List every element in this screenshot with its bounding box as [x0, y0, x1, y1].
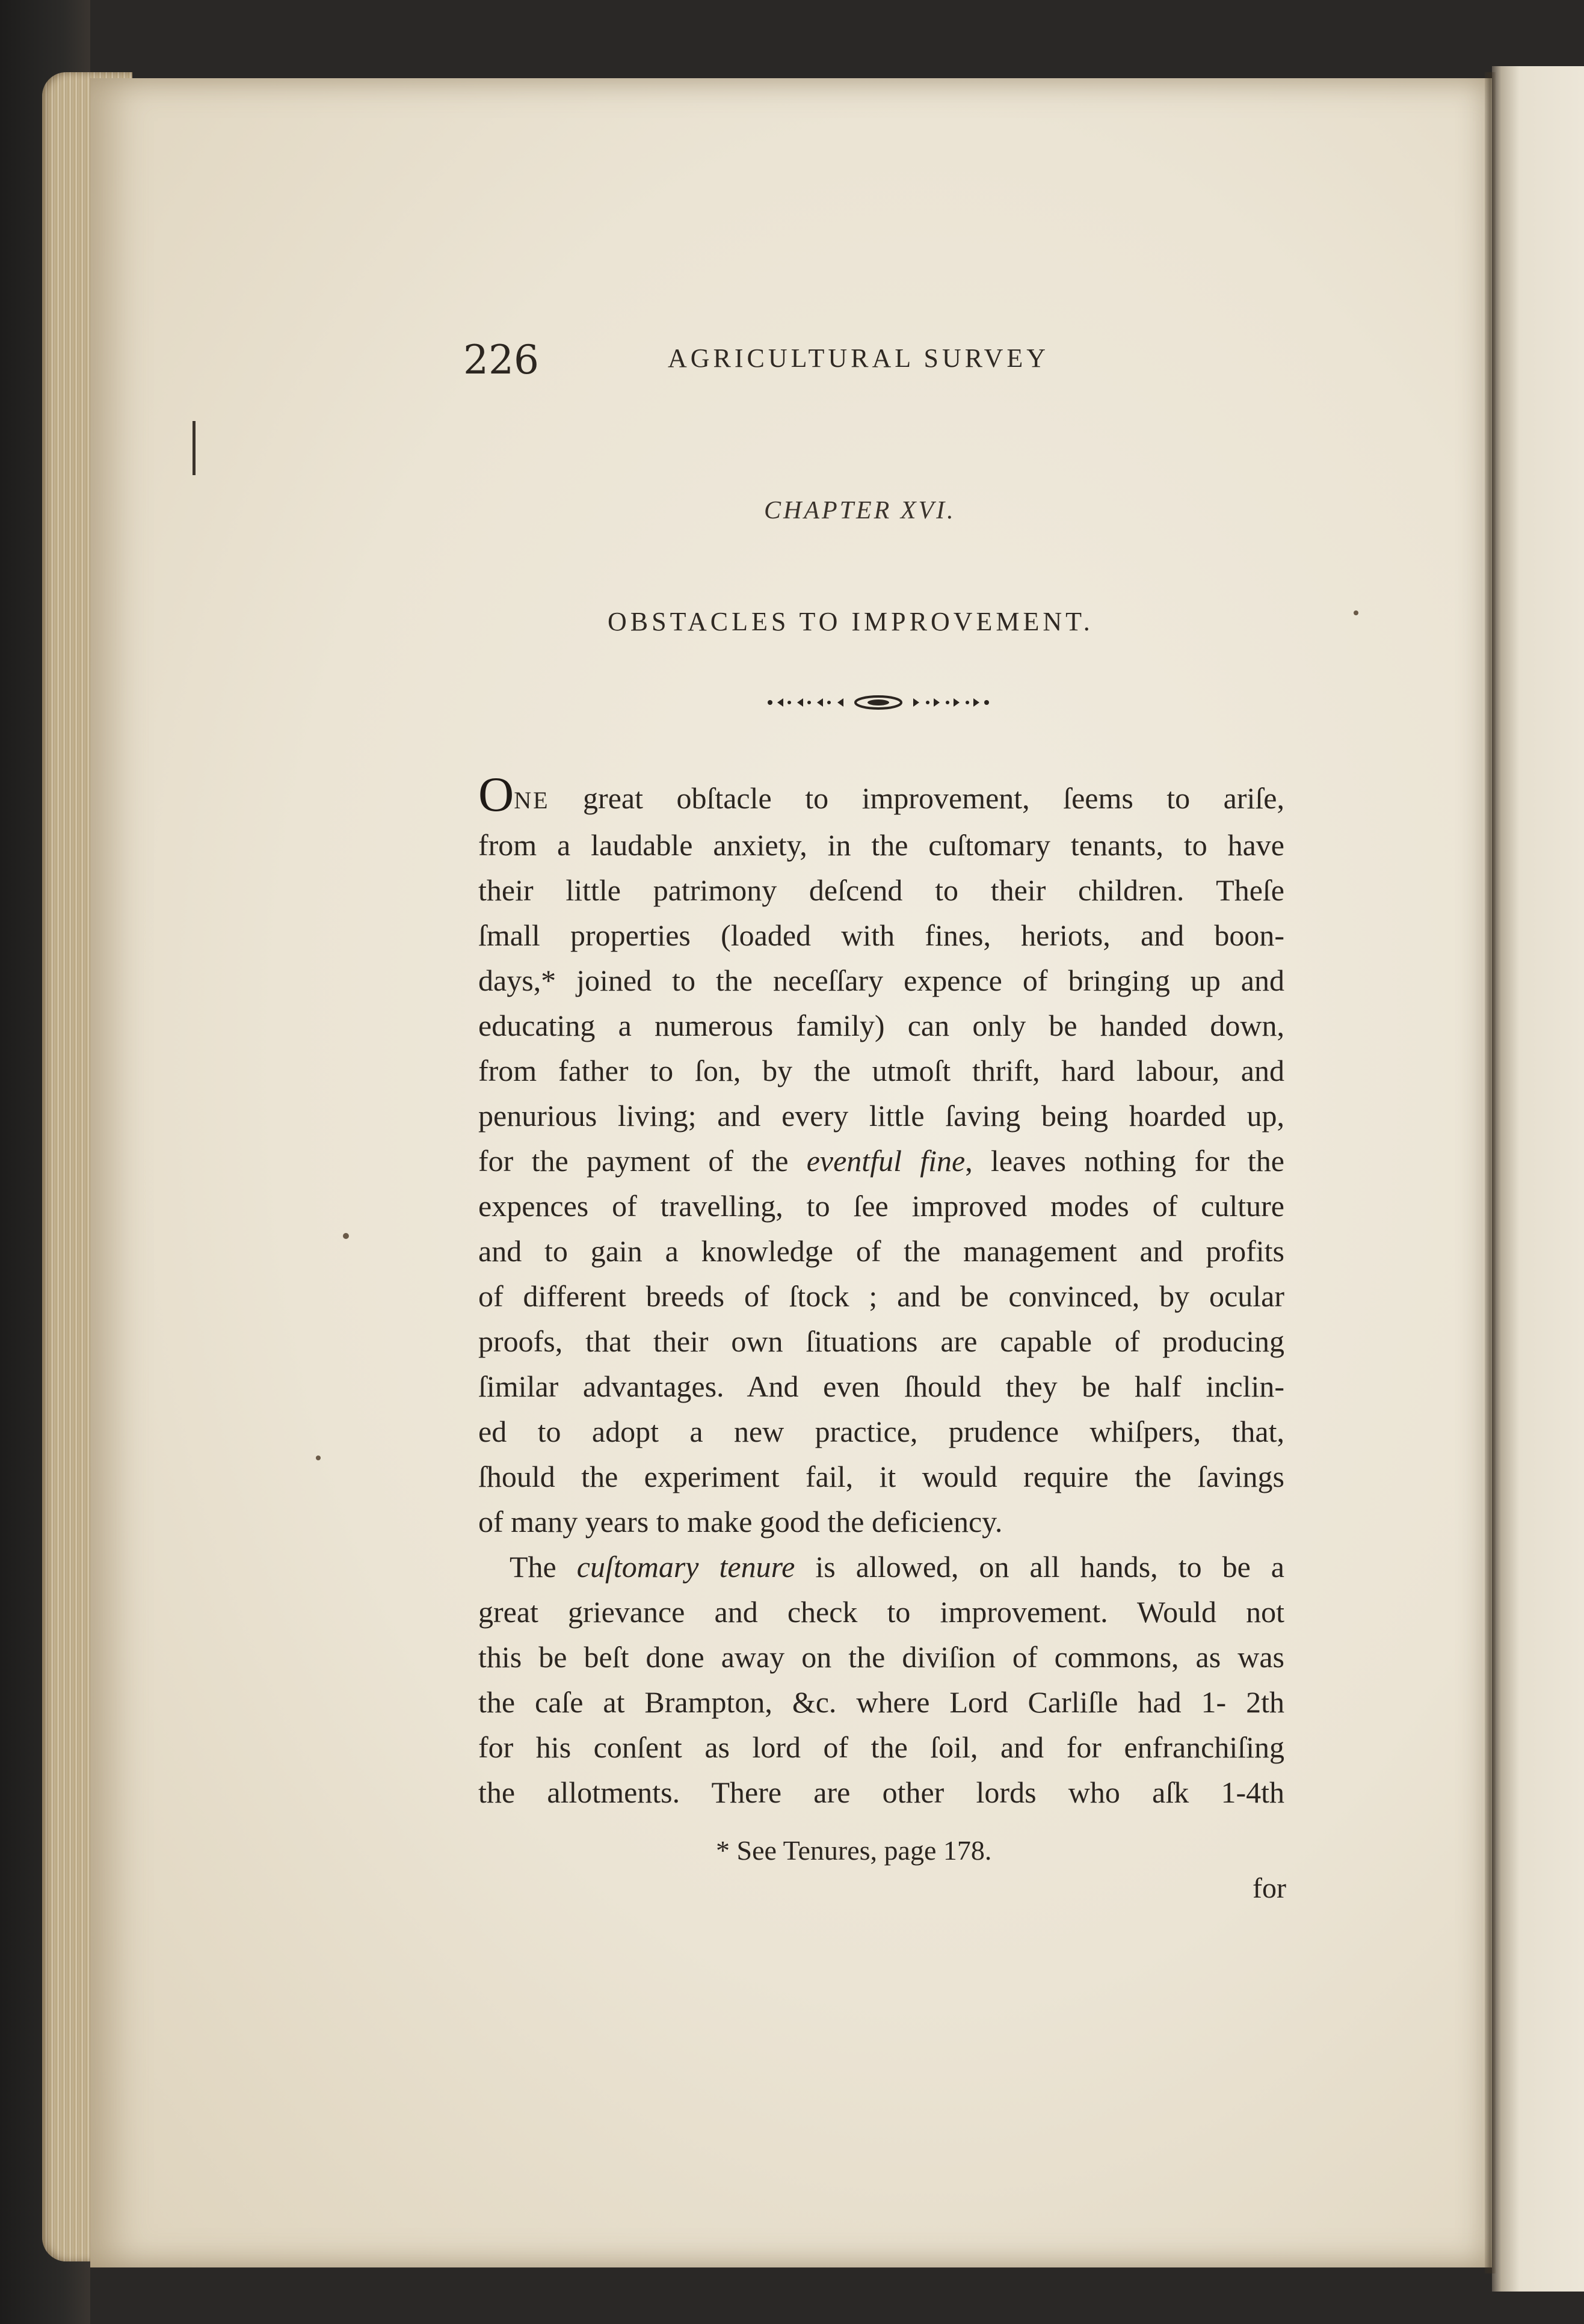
text-line: proofs, that their own ſituations are capable of producing — [478, 1324, 1284, 1358]
text-line: this be beſt done away on the diviſion of commons, as was — [478, 1640, 1284, 1674]
text-line: from a laudable anxiety, in the cuſtomary tenants, to have — [478, 828, 1284, 862]
chapter-label: CHAPTER XVI. — [764, 497, 956, 524]
text-line: expences of travelling, to ſee improved modes of culture — [478, 1189, 1284, 1223]
ink-speck — [1354, 610, 1358, 615]
text-line: great grievance and check to improvement. Would not — [478, 1595, 1284, 1629]
text-line: educating a numerous family) can only be handed down, — [478, 1009, 1284, 1042]
text-line: their little patrimony deſcend to their children. Theſe — [478, 873, 1284, 907]
text-line: days,* joined to the neceſſary expence of bringing up and — [478, 964, 1284, 997]
text-line: penurious living; and every little ſaving being hoarded up, — [478, 1099, 1284, 1133]
running-head: AGRICULTURAL SURVEY — [668, 343, 1050, 373]
page-number: 226 — [463, 337, 539, 383]
small-caps-word: NE — [514, 787, 550, 814]
page-gutter — [1485, 72, 1496, 2273]
text-line: the caſe at Brampton, &c. where Lord Carliſle had 1- 2th — [478, 1685, 1284, 1719]
text-line: for the payment of the eventful fine, leaves nothing for the — [478, 1144, 1284, 1178]
text-line: for his conſent as lord of the ſoil, and for enfranchiſing — [478, 1730, 1284, 1764]
ink-speck — [316, 1456, 321, 1460]
body-text — [478, 767, 1284, 1815]
ornament-rule — [764, 690, 993, 715]
text-line: The cuſtomary tenure is allowed, on all hands, to be a — [510, 1550, 1284, 1584]
text-line: ſhould the experiment fail, it would require the ſavings — [478, 1460, 1284, 1493]
text-line: ſmall properties (loaded with fines, heriots, and boon- — [478, 918, 1284, 952]
italic-phrase: eventful fine — [806, 1144, 966, 1178]
text-line: ed to adopt a new practice, prudence whiſpers, that, — [478, 1415, 1284, 1448]
text-line: the allotments. There are other lords who aſk 1-4th — [478, 1775, 1284, 1809]
catchword: for — [1253, 1872, 1286, 1904]
ink-speck — [343, 1233, 349, 1239]
text-line: ſimilar advantages. And even ſhould they be half inclin- — [478, 1370, 1284, 1403]
text-line: of many years to make good the deficiency. — [478, 1505, 1003, 1539]
page-header — [463, 337, 1287, 391]
text-line: from father to ſon, by the utmoſt thrift, hard labour, and — [478, 1054, 1284, 1087]
drop-cap: O — [478, 767, 514, 822]
text-line: ONE great obſtacle to improvement, ſeems to ariſe, — [478, 767, 1284, 822]
footnote: * See Tenures, page 178. — [716, 1835, 992, 1866]
text-line: and to gain a knowledge of the management and profits — [478, 1234, 1284, 1268]
section-title: OBSTACLES TO IMPROVEMENT. — [608, 607, 1094, 636]
margin-mark — [193, 421, 196, 475]
italic-phrase: cuſtomary tenure — [576, 1550, 795, 1584]
text-line: of different breeds of ſtock ; and be convinced, by ocular — [478, 1279, 1284, 1313]
facing-page-edge — [1492, 66, 1584, 2292]
